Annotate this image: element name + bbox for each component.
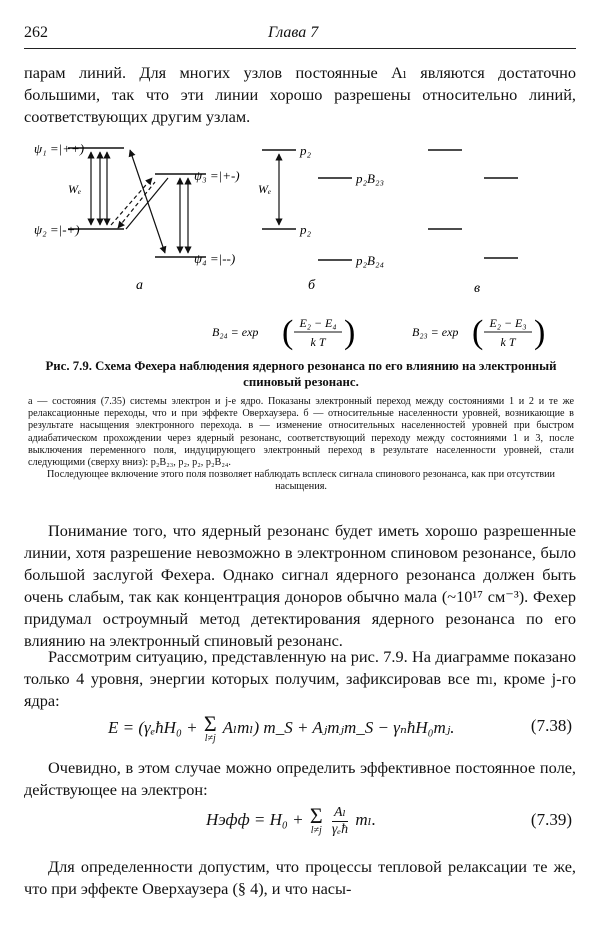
eq38-number: (7.38): [530, 716, 572, 735]
panel-a: [68, 148, 206, 257]
svg-text:E₂ − E₃: E₂ − E₃: [489, 316, 527, 330]
panel-a-label: а: [136, 278, 143, 293]
paragraph-4: [24, 856, 576, 900]
svg-text:(: (: [472, 314, 484, 351]
paragraph-2: [24, 646, 576, 712]
equation-7-38: [24, 706, 576, 748]
sum-symbol: Σ l≠j: [203, 711, 217, 744]
panel-b-label: б: [308, 278, 316, 293]
eq39-left: Hэфф = H₀ +: [206, 809, 304, 829]
sum-symbol: Σ l≠j: [309, 803, 323, 836]
p2-top-label: p₂: [300, 143, 312, 158]
p2b23-label: p₂B₂₃: [356, 171, 384, 186]
svg-text:k T: k T: [310, 335, 326, 349]
psi2-label: ψ₂ =|-+): [34, 222, 80, 237]
relax-transition-2: [130, 150, 165, 253]
we-label-a: Wₑ: [68, 182, 82, 196]
eq39-right: mₗ.: [355, 809, 376, 829]
eq38-left: E = (γₑħH₀ +: [108, 717, 198, 737]
running-head-chapter: Глава 7: [268, 24, 319, 41]
figure-legend: [28, 396, 574, 494]
legend-last-line: Последующее включение этого поля позволяет наблюдать всплеск сигнала спинового резонанса, как при отсутствии насыщения.: [47, 469, 555, 493]
dashed-transition-1: [111, 178, 152, 225]
psi1-label: ψ₁ =|++): [34, 141, 85, 156]
intro-text: парам линий. Для многих узлов постоянные Aₗ являются достаточно большими, так что эти линии хорошо разрешены относительно линий, соответствующих другим узлам.: [24, 63, 576, 126]
svg-text:(: (: [282, 314, 294, 351]
eq39-fraction: $\frac{\text{Aₗ}}{\text{γₑħ}}$: [331, 805, 349, 837]
svg-text:): ): [534, 314, 546, 351]
svg-text:k T: k T: [500, 335, 516, 349]
panel-b: [262, 150, 352, 260]
panel-c: [428, 150, 518, 258]
figure-7-9: [0, 130, 600, 360]
svg-text:B₂₄ = exp: B₂₄ = exp: [212, 325, 259, 339]
psi4-label: ψ₄ =|--): [194, 251, 236, 266]
dashed-transition-2: [118, 182, 155, 228]
p2b24-label: p₂B₂₄: [356, 253, 384, 268]
paragraph-1: [24, 520, 576, 652]
paragraph-3-text: Очевидно, в этом случае можно определить эффективное постоянное поле, действующее на электрон:: [24, 758, 576, 799]
formula-b24: [212, 314, 355, 351]
eq39-number: (7.39): [530, 810, 572, 829]
relax-transition-1: [126, 178, 168, 229]
panel-c-label: в: [474, 281, 481, 296]
paragraph-1-text: Понимание того, что ядерный резонанс будет иметь хорошо разрешенные линии, хотя разрешение невозможно в электронном спиновом резонансе, было большой заслугой Фехера. Однако сигнал ядерного резонанса должен быть очень слабым, так как концентрация доноров обычно мала (~10¹⁷ см⁻³). Фехер придумал остроумный метод детектирования ядерного резонанса по его влиянию на электронный спиновый резонанс.: [24, 521, 576, 650]
we-label-b: Wₑ: [258, 182, 272, 196]
svg-text:): ): [344, 314, 356, 351]
svg-text:E₂ − E₄: E₂ − E₄: [299, 316, 337, 330]
p2-bottom-label: p₂: [300, 222, 312, 237]
header-rule: [24, 48, 576, 49]
eq38-right: Aₗmₗ) m_S + Aⱼmⱼm_S − γₙħH₀mⱼ.: [222, 717, 455, 737]
paragraph-2-text: Рассмотрим ситуацию, представленную на рис. 7.9. На диаграмме показано только 4 уровня, энергии которых получим, зафиксировав все mₗ, кроме j-го ядра:: [24, 647, 576, 710]
page-number: 262: [24, 24, 48, 41]
legend-text: а — состояния (7.35) системы электрон и j-е ядро. Показаны электронный переход между состояниями 1 и 2 и те же релаксационные переходы, что и при эффекте Оверхаузера. б — относительные населенности уровней, возникающие в результате насыщения электронного перехода. в — изменение относительных населенностей уровней при быстром адиабатическом прохождении через ядерный резонанс, соответствующий переходу между состояниями 1 и 3, после выключения переменного поля, индуцирующего электронный переход в результате населенности уровней, стали следующими (сверху вниз): p₂B₂₃, p₂, p₂, p₂B₂₄.: [28, 396, 574, 469]
psi3-label: ψ₃ =|+-): [194, 168, 240, 183]
paragraph-4-text: Для определенности допустим, что процессы тепловой релаксации те же, что при эффекте Оверхаузера (§ 4), и что насы-: [24, 857, 576, 898]
paragraph-3: [24, 757, 576, 801]
formula-b23: [412, 314, 545, 351]
svg-text:B₂₃ = exp: B₂₃ = exp: [412, 325, 459, 339]
figure-caption: Рис. 7.9. Схема Фехера наблюдения ядерного резонанса по его влиянию на электронный спиновый резонанс.: [45, 359, 557, 389]
intro-paragraph: [24, 62, 576, 128]
equation-7-39: [24, 800, 576, 856]
